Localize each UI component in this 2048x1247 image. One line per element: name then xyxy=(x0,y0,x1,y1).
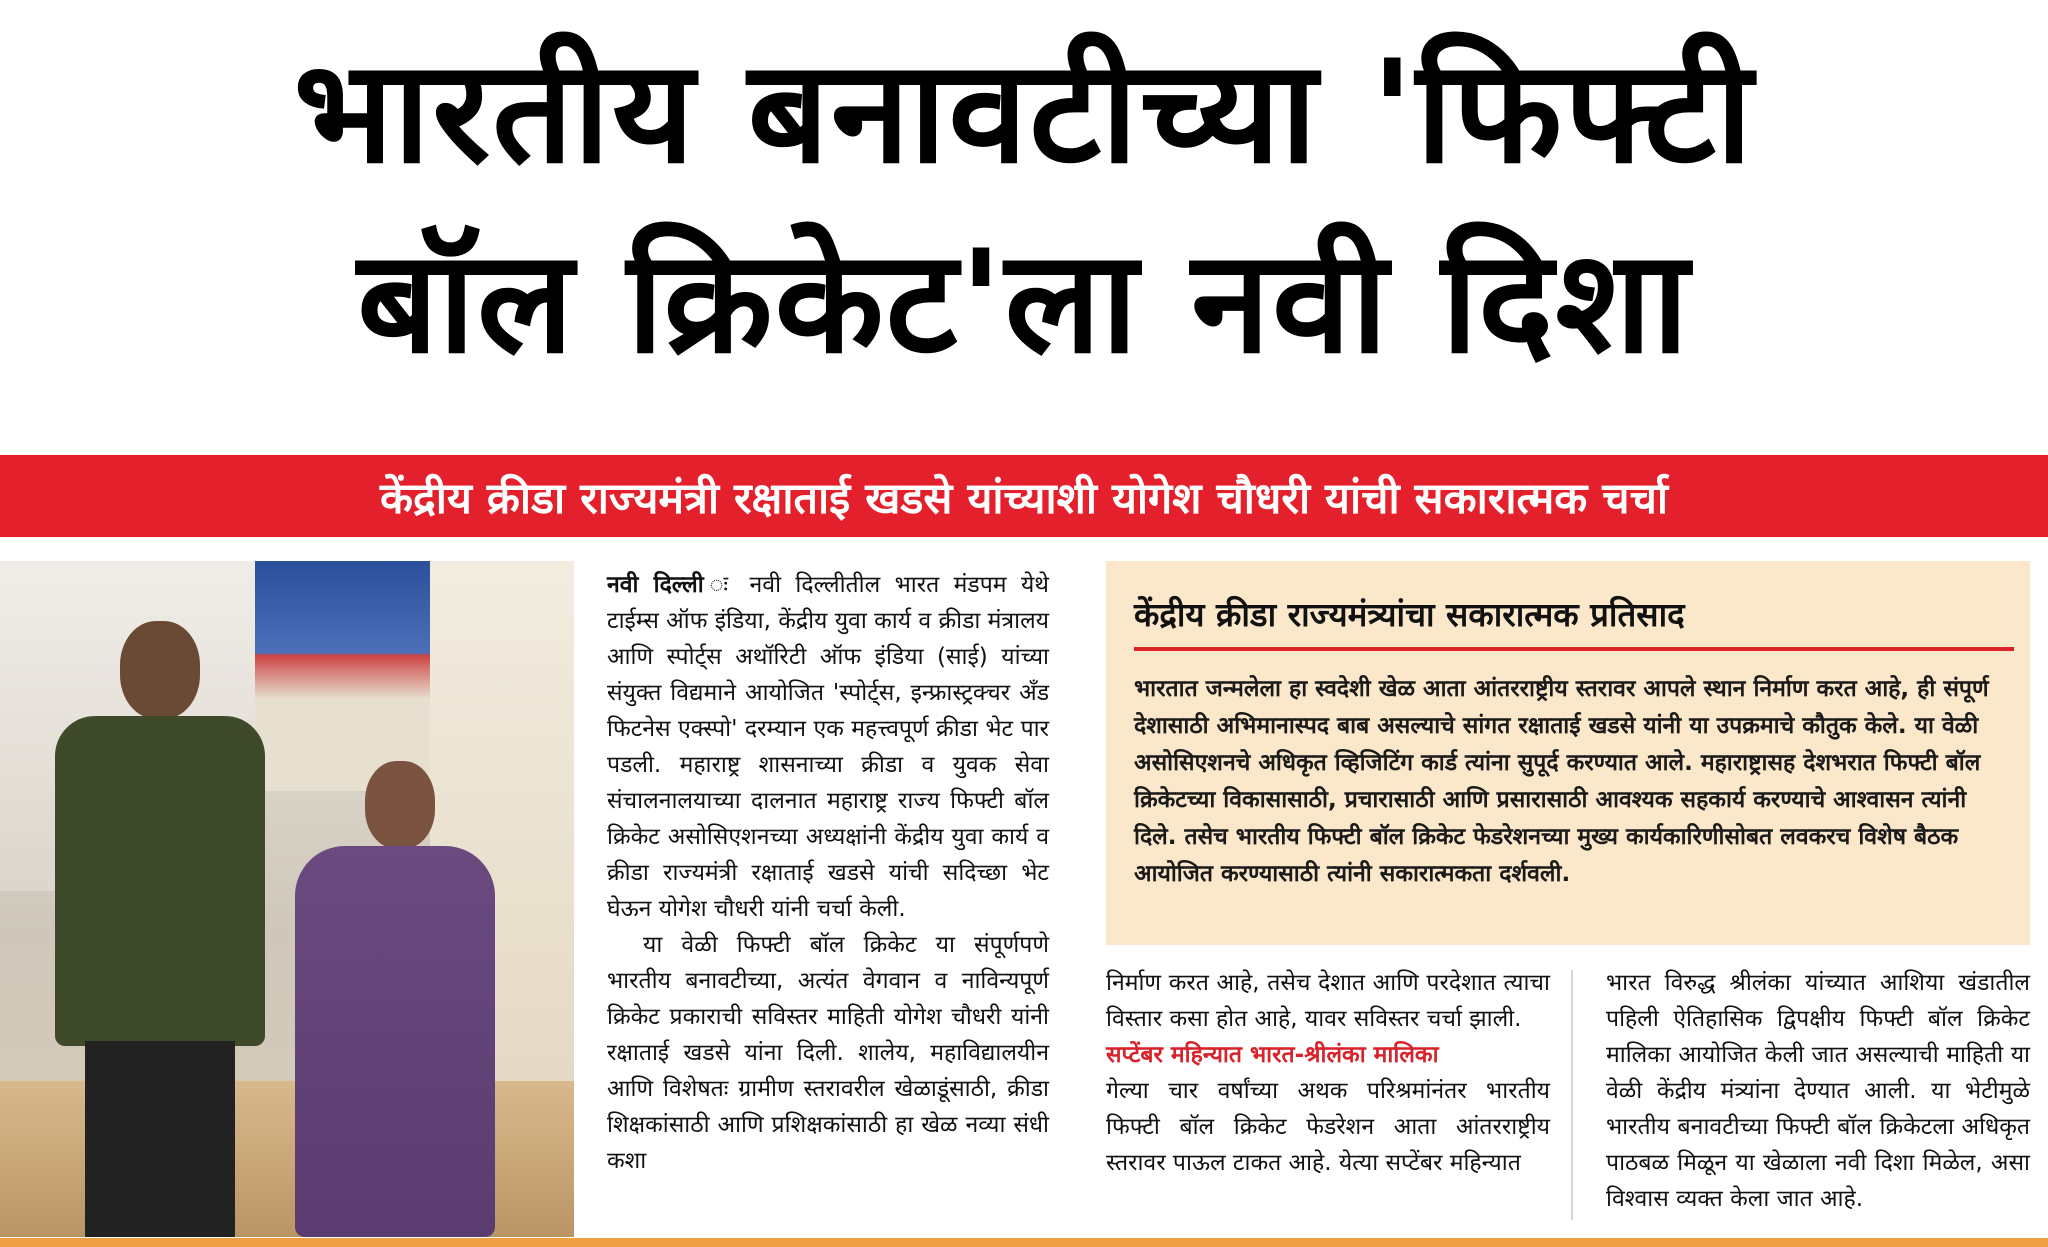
article-paragraph-1: नवी दिल्ली ः नवी दिल्लीतील भारत मंडपम येथे टाईम्स ऑफ इंडिया, केंद्रीय युवा कार्य व क्रीडा मंत्रालय आणि स्पोर्ट्स अथॉरिटी ऑफ इंडिया (साई) यांच्या संयुक्त विद्यमाने आयोजित 'स्पोर्ट्स, इन्फ्रास्ट्रक्चर अँड फिटनेस एक्स्पो' दरम्यान एक महत्त्वपूर्ण क्रीडा भेट पार पडली. महाराष्ट्र शासनाच्या क्रीडा व युवक सेवा संचालनालयाच्या दालनात महाराष्ट्र राज्य फिफ्टी बॉल क्रिकेट असोसिएशनच्या अध्यक्षांनी केंद्रीय युवा कार्य व क्रीडा राज्यमंत्री रक्षाताई खडसे यांची सदिच्छा भेट घेऊन योगेश चौधरी यांनी चर्चा केली. xyxy=(607,572,1050,922)
highlight-box-title: केंद्रीय क्रीडा राज्यमंत्र्यांचा सकारात्मक प्रतिसाद xyxy=(1134,595,1685,634)
news-photo xyxy=(0,561,574,1237)
headline xyxy=(0,18,2048,398)
headline-line-1: भारतीय बनावटीच्या 'फिफ्टी xyxy=(293,30,1755,195)
photo-person-man xyxy=(55,621,265,1237)
article-paragraph-1-text: नवी दिल्लीतील भारत मंडपम येथे टाईम्स ऑफ इंडिया, केंद्रीय युवा कार्य व क्रीडा मंत्रालय आणि स्पोर्ट्स अथॉरिटी ऑफ इंडिया (साई) यांच्या संयुक्त विद्यमाने आयोजित 'स्पोर्ट्स, इन्फ्रास्ट्रक्चर अँड फिटनेस एक्स्पो' दरम्यान एक महत्त्वपूर्ण क्रीडा भेट पार पडली. महाराष्ट्र शासनाच्या क्रीडा व युवक सेवा संचालनालयाच्या दालनात महाराष्ट्र राज्य फिफ्टी बॉल क्रिकेट असोसिएशनच्या अध्यक्षांनी केंद्रीय युवा कार्य व क्रीडा राज्यमंत्री रक्षाताई खडसे यांची सदिच्छा भेट घेऊन योगेश चौधरी यांनी चर्चा केली. xyxy=(607,572,1050,922)
subheadline: केंद्रीय क्रीडा राज्यमंत्री रक्षाताई खडसे यांच्याशी योगेश चौधरी यांची सकारात्मक चर्चा xyxy=(379,473,1669,524)
column-divider xyxy=(1571,970,1573,1220)
article-paragraph-3: निर्माण करत आहे, तसेच देशात आणि परदेशात त्याचा विस्तार कसा होत आहे, यावर सविस्तर चर्चा झाली. xyxy=(1106,970,1550,1032)
article-subhead: सप्टेंबर महिन्यात भारत-श्रीलंका मालिका xyxy=(1106,1042,1439,1068)
article-paragraph-5: भारत विरुद्ध श्रीलंका यांच्यात आशिया खंडातील पहिली ऐतिहासिक द्विपक्षीय फिफ्टी बॉल क्रिकेट मालिका आयोजित केली जात असल्याची माहिती या वेळी केंद्रीय मंत्र्यांना देण्यात आली. या भेटीमुळे भारतीय बनावटीच्या फिफ्टी बॉल क्रिकेटला अधिकृत पाठबळ मिळून या खेळाला नवी दिशा मिळेल, असा विश्वास व्यक्त केला जात आहे. xyxy=(1606,970,2030,1212)
article-column-2 xyxy=(1106,965,1550,1181)
highlight-box-text: भारतात जन्मलेला हा स्वदेशी खेळ आता आंतरराष्ट्रीय स्तरावर आपले स्थान निर्माण करत आहे, ही संपूर्ण देशासाठी अभिमानास्पद बाब असल्याचे सांगत रक्षाताई खडसे यांनी या उपक्रमाचे कौतुक केले. या वेळी असोसिएशनचे अधिकृत व्हिजिटिंग कार्ड त्यांना सुपूर्द करण्यात आले. महाराष्ट्रासह देशभरात फिफ्टी बॉल क्रिकेटच्या विकासासाठी, प्रचारासाठी आणि प्रसारासाठी आवश्यक सहकार्य करण्याचे आश्वासन त्यांनी दिले. तसेच भारतीय फिफ्टी बॉल क्रिकेट फेडरेशनच्या मुख्य कार्यकारिणीसोबत लवकरच विशेष बैठक आयोजित करण्यासाठी त्यांनी सकारात्मकता दर्शवली. xyxy=(1134,676,1989,887)
highlight-box xyxy=(1106,561,2030,945)
subheadline-band xyxy=(0,455,2048,537)
highlight-box-rule xyxy=(1134,647,2014,651)
article-column-1 xyxy=(607,567,1049,1179)
article-paragraph-2: या वेळी फिफ्टी बॉल क्रिकेट या संपूर्णपणे भारतीय बनावटीच्या, अत्यंत वेगवान व नाविन्यपूर्ण क्रिकेट प्रकाराची सविस्तर माहिती योगेश चौधरी यांनी रक्षाताई खडसे यांना दिली. शालेय, महाविद्यालयीन आणि विशेषतः ग्रामीण स्तरावरील खेळाडूंसाठी, क्रीडा शिक्षकांसाठी आणि प्रशिक्षकांसाठी हा खेळ नव्या संधी कशा xyxy=(607,932,1049,1174)
dateline: नवी दिल्ली xyxy=(607,572,704,598)
headline-line-2: बॉल क्रिकेट'ला नवी दिशा xyxy=(357,220,1691,385)
bottom-accent-bar xyxy=(0,1238,2048,1247)
photo-person-woman xyxy=(295,761,495,1237)
article-column-3 xyxy=(1606,965,2030,1217)
article-paragraph-4: गेल्या चार वर्षांच्या अथक परिश्रमांनंतर भारतीय फिफ्टी बॉल क्रिकेट फेडरेशन आता आंतरराष्ट्रीय स्तरावर पाऊल टाकत आहे. येत्या सप्टेंबर महिन्यात xyxy=(1106,1078,1550,1176)
